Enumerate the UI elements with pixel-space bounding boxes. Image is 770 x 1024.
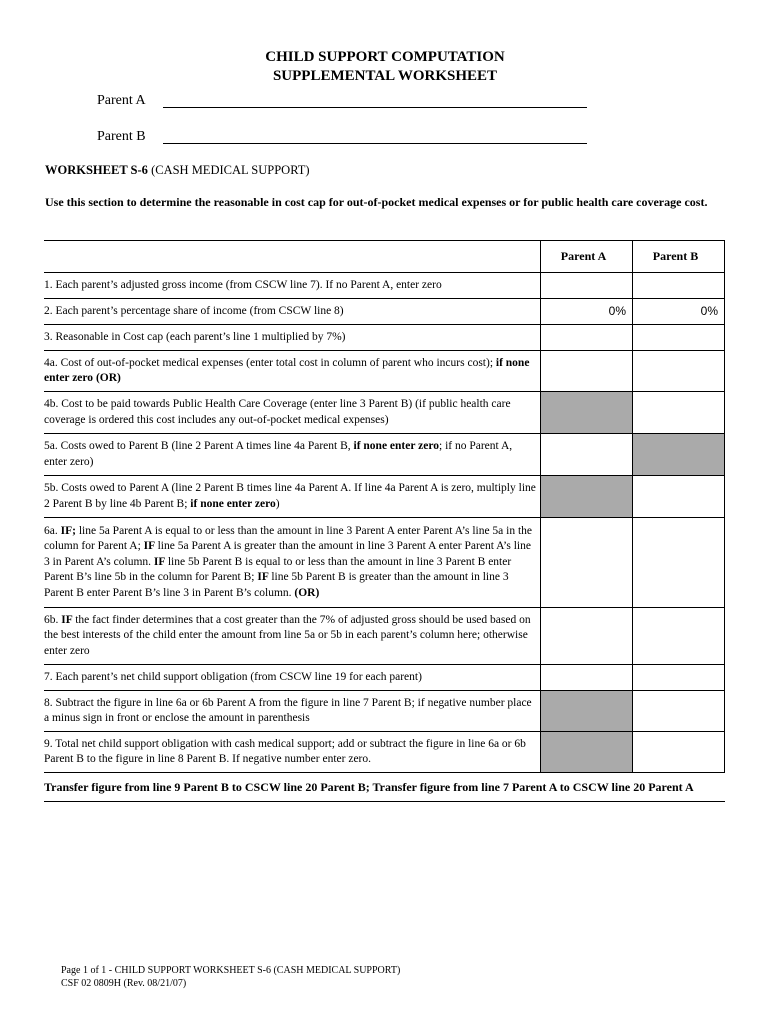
transfer-note-row xyxy=(44,773,725,802)
parent-b-cell[interactable] xyxy=(633,608,725,665)
parent-b-cell[interactable]: 0% xyxy=(633,299,725,325)
row-description: 2. Each parent’s percentage share of income (from CSCW line 8) xyxy=(44,299,541,325)
parent-b-row xyxy=(97,128,159,146)
parent-a-label: Parent A xyxy=(97,93,146,108)
row-description: 4a. Cost of out-of-pocket medical expenses (enter total cost in column of parent who incurs cost); if none enter zero (OR) xyxy=(44,351,541,392)
table-row xyxy=(44,325,725,351)
parent-b-cell[interactable] xyxy=(633,691,725,732)
row-description: 1. Each parent’s adjusted gross income (from CSCW line 7). If no Parent A, enter zero xyxy=(44,273,541,299)
parent-a-cell[interactable] xyxy=(541,665,633,691)
parent-b-cell[interactable] xyxy=(633,273,725,299)
parent-b-cell[interactable] xyxy=(633,732,725,773)
worksheet-instructions: Use this section to determine the reasonable in cost cap for out-of-pocket medical expenses or for public health care coverage cost. xyxy=(45,195,708,209)
table-row xyxy=(44,299,725,325)
footer-line1: Page 1 of 1 - CHILD SUPPORT WORKSHEET S-6 (CASH MEDICAL SUPPORT) xyxy=(61,965,401,976)
parent-a-cell[interactable] xyxy=(541,608,633,665)
table-row xyxy=(44,608,725,665)
parent-b-name-field[interactable] xyxy=(163,143,587,144)
table-row xyxy=(44,732,725,773)
parent-b-cell[interactable] xyxy=(633,392,725,434)
worksheet-name: (CASH MEDICAL SUPPORT) xyxy=(151,163,310,177)
table-row xyxy=(44,691,725,732)
transfer-note: Transfer figure from line 9 Parent B to CSCW line 20 Parent B; Transfer figure from line 7 Parent A to CSCW line 20 Parent A xyxy=(44,773,725,802)
table-row xyxy=(44,351,725,392)
parent-a-row xyxy=(97,92,159,110)
table-row xyxy=(44,665,725,691)
parent-b-cell[interactable] xyxy=(633,518,725,608)
table-row xyxy=(44,273,725,299)
worksheet-heading xyxy=(45,163,310,178)
parent-a-cell xyxy=(541,476,633,518)
row-description: 3. Reasonable in Cost cap (each parent’s line 1 multiplied by 7%) xyxy=(44,325,541,351)
table-row xyxy=(44,434,725,476)
parent-a-name-field[interactable] xyxy=(163,107,587,108)
parent-a-cell xyxy=(541,691,633,732)
parent-a-cell[interactable] xyxy=(541,273,633,299)
row-description: 4b. Cost to be paid towards Public Health Care Coverage (enter line 3 Parent B) (if public health care coverage is ordered this cost includes any out-of-pocket medical expenses) xyxy=(44,392,541,434)
col-header-parent-a: Parent A xyxy=(541,241,633,273)
parent-a-cell xyxy=(541,392,633,434)
parent-b-cell[interactable] xyxy=(633,325,725,351)
parent-a-cell[interactable] xyxy=(541,518,633,608)
footer-line2: CSF 02 0809H (Rev. 08/21/07) xyxy=(61,978,187,989)
col-header-parent-b: Parent B xyxy=(633,241,725,273)
table-row xyxy=(44,476,725,518)
parent-a-cell[interactable]: 0% xyxy=(541,299,633,325)
parent-b-cell[interactable] xyxy=(633,665,725,691)
header-spacer xyxy=(44,241,541,273)
row-description: 8. Subtract the figure in line 6a or 6b Parent A from the figure in line 7 Parent B; if negative number place a minus sign in front or enclose the amount in parenthesis xyxy=(44,691,541,732)
page-footer xyxy=(61,964,400,990)
form-title-line1: CHILD SUPPORT COMPUTATION xyxy=(265,49,505,65)
row-description: 5a. Costs owed to Parent B (line 2 Parent A times line 4a Parent B, if none enter zero; if no Parent A, enter zero) xyxy=(44,434,541,476)
row-description: 7. Each parent’s net child support obligation (from CSCW line 19 for each parent) xyxy=(44,665,541,691)
worksheet-code: WORKSHEET S-6 xyxy=(45,163,148,177)
form-title-line2: SUPPLEMENTAL WORKSHEET xyxy=(272,68,498,84)
parent-a-cell[interactable] xyxy=(541,434,633,476)
parent-a-cell[interactable] xyxy=(541,351,633,392)
parent-b-cell[interactable] xyxy=(633,476,725,518)
table-header-row xyxy=(44,241,725,273)
table-row xyxy=(44,392,725,434)
row-description: 6b. IF the fact finder determines that a cost greater than the 7% of adjusted gross should be used based on the best interests of the child enter the amount from line 5a or 5b in each parent’s column here; otherwise enter zero xyxy=(44,608,541,665)
table-row xyxy=(44,518,725,608)
row-description: 5b. Costs owed to Parent A (line 2 Parent B times line 4a Parent A. If line 4a Parent A is zero, multiply line 2 Parent B by line 4b Parent B; if none enter zero) xyxy=(44,476,541,518)
parent-b-cell xyxy=(633,434,725,476)
parent-b-label: Parent B xyxy=(97,129,146,144)
row-description: 6a. IF; line 5a Parent A is equal to or less than the amount in line 3 Parent A enter Parent A’s line 5a in the column for Parent A; IF line 5a Parent A is greater than the amount in line 3 Parent A enter Parent A’s line 3 in Parent A’s column. IF line 5b Parent B is equal to or less than the amount in line 3 Parent B enter Parent B’s line 5b in the column for Parent B; IF line 5b Parent B is greater than the amount in line 3 Parent B enter Parent B’s line 3 in Parent B’s column. (OR) xyxy=(44,518,541,608)
parent-a-cell xyxy=(541,732,633,773)
parent-b-cell[interactable] xyxy=(633,351,725,392)
row-description: 9. Total net child support obligation with cash medical support; add or subtract the figure in line 6a or 6b Parent B to the figure in line 8 Parent B. If negative number enter zero. xyxy=(44,732,541,773)
computation-table xyxy=(44,240,725,802)
parent-a-cell[interactable] xyxy=(541,325,633,351)
